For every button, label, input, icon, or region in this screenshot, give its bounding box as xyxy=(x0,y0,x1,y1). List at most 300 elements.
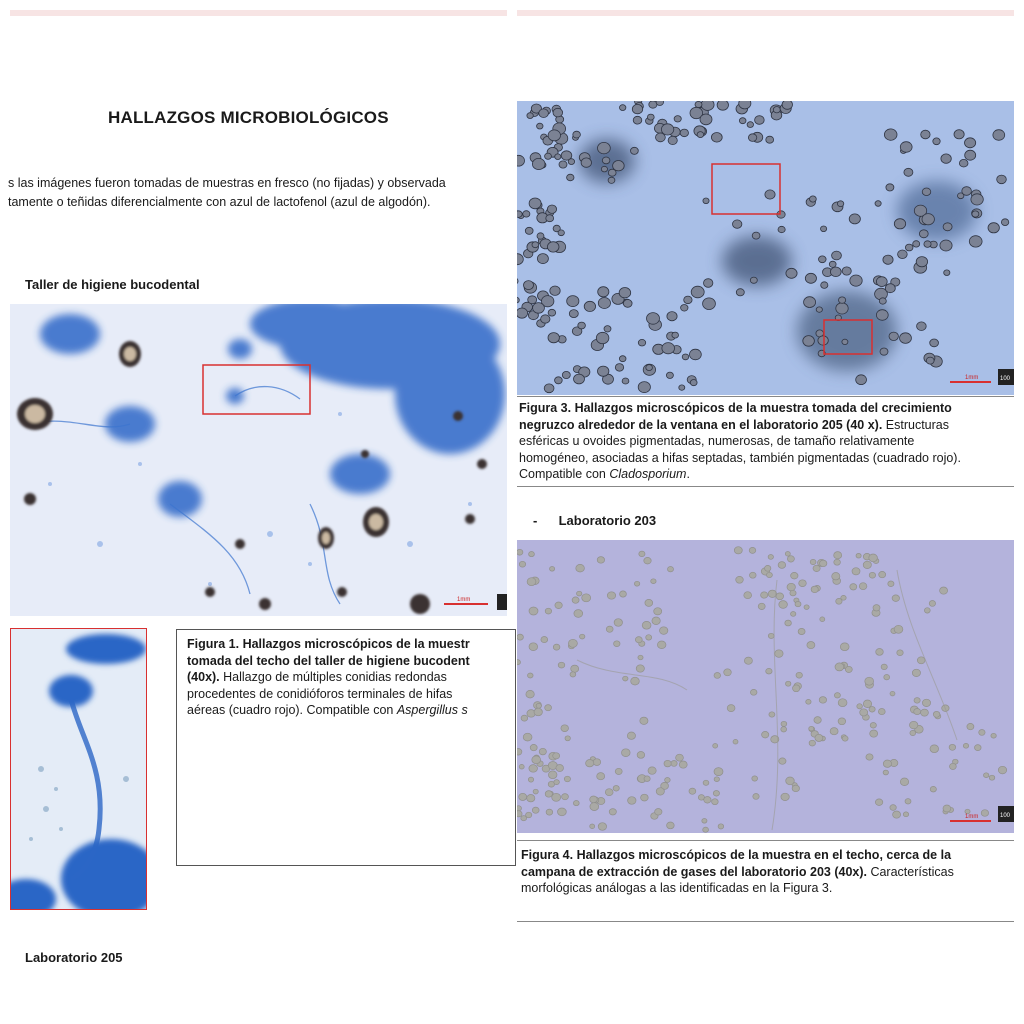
spore xyxy=(639,551,645,557)
spore xyxy=(562,371,570,378)
spore xyxy=(546,809,553,815)
spore xyxy=(703,198,709,204)
spore xyxy=(807,642,815,649)
spore xyxy=(597,773,605,780)
spore xyxy=(733,220,742,228)
spore xyxy=(922,699,930,706)
section-heading-lab203 xyxy=(533,513,656,528)
spore xyxy=(834,693,840,698)
spore xyxy=(940,240,952,251)
spore xyxy=(739,118,746,124)
spore xyxy=(904,168,913,176)
spore xyxy=(979,730,985,736)
spore xyxy=(645,599,653,606)
spore xyxy=(704,279,713,288)
spore xyxy=(598,298,610,309)
spore xyxy=(876,277,887,287)
section-heading-taller: Taller de higiene bucodental xyxy=(25,277,200,292)
spore xyxy=(597,557,604,564)
spore xyxy=(876,649,884,656)
spore xyxy=(885,284,895,293)
spore xyxy=(646,635,652,640)
spore xyxy=(714,768,723,776)
spore xyxy=(717,101,728,110)
spore xyxy=(782,101,792,109)
spore xyxy=(883,760,891,767)
figure-4-caption-label: Figura 4. Hallazgos microscópicos de la muestra en el techo, cerca de la xyxy=(521,848,952,862)
section-heading-lab205: Laboratorio 205 xyxy=(25,950,123,965)
spore xyxy=(620,105,626,111)
spore xyxy=(933,138,940,145)
spore xyxy=(537,123,543,129)
spore xyxy=(517,297,519,303)
spore xyxy=(582,594,591,602)
spore xyxy=(528,777,533,782)
figure-3-caption xyxy=(519,400,1014,483)
spore xyxy=(829,261,836,267)
spore xyxy=(613,786,619,792)
spore xyxy=(849,214,860,224)
spore xyxy=(546,215,554,222)
spore xyxy=(805,273,816,283)
spore xyxy=(841,595,846,600)
spore xyxy=(633,116,642,124)
spore xyxy=(548,333,559,343)
spore xyxy=(776,593,784,600)
spore xyxy=(668,136,677,144)
spore xyxy=(660,627,668,635)
scale-label-fig1: 1mm xyxy=(457,597,471,603)
spore xyxy=(779,601,788,609)
spore xyxy=(944,270,950,276)
spore xyxy=(724,669,732,676)
spore xyxy=(839,297,846,303)
figure-3-caption-line-4: homogéneo, asociadas a hifas septadas, también pigmentadas (cuadrado rojo). xyxy=(519,450,961,465)
spore xyxy=(930,745,939,753)
spore xyxy=(642,621,651,629)
spore xyxy=(644,557,651,564)
spore xyxy=(768,633,774,638)
spore xyxy=(573,801,579,806)
spore xyxy=(863,561,871,568)
spore xyxy=(533,303,545,314)
figure-1-caption xyxy=(176,629,516,866)
spore xyxy=(876,310,888,321)
figure-3-caption-period: . xyxy=(686,467,690,481)
spore xyxy=(900,333,912,344)
spore xyxy=(517,811,522,817)
spore xyxy=(941,154,951,163)
spore xyxy=(761,592,768,598)
spore xyxy=(856,375,867,385)
spore xyxy=(517,749,522,756)
spore xyxy=(919,230,928,238)
spore xyxy=(736,576,744,583)
spore xyxy=(781,721,787,726)
spore xyxy=(644,776,650,782)
spore xyxy=(517,806,522,811)
spore xyxy=(517,308,528,318)
spore xyxy=(890,805,896,811)
spore xyxy=(832,251,842,260)
spore xyxy=(577,591,582,596)
spore xyxy=(638,339,645,346)
spore xyxy=(820,617,825,622)
spore xyxy=(679,761,687,768)
figure-1-zoom-micrograph xyxy=(10,628,147,910)
spore xyxy=(713,791,719,797)
spore xyxy=(747,122,753,128)
spore xyxy=(781,727,787,732)
spore xyxy=(712,799,719,805)
spore xyxy=(859,583,867,590)
spore xyxy=(873,605,880,611)
spore xyxy=(609,809,616,815)
spore xyxy=(766,136,774,143)
spore xyxy=(614,619,622,627)
spore xyxy=(778,226,785,232)
spore xyxy=(775,650,783,658)
intro-paragraph xyxy=(8,174,508,212)
spore xyxy=(753,794,759,800)
spore xyxy=(898,250,908,259)
spore xyxy=(632,104,642,113)
spore xyxy=(884,129,897,140)
spore xyxy=(798,628,805,634)
spore xyxy=(521,715,528,721)
spore xyxy=(690,349,702,360)
spore xyxy=(553,753,560,759)
figure-3-divider-bottom xyxy=(517,486,1014,487)
spore xyxy=(883,770,888,775)
spore xyxy=(815,734,823,741)
spore xyxy=(856,553,861,558)
spore xyxy=(769,712,775,717)
spore xyxy=(819,697,826,704)
spore xyxy=(620,591,627,597)
spore xyxy=(702,819,707,824)
spore xyxy=(567,296,579,307)
spore xyxy=(581,158,591,167)
spore xyxy=(963,743,968,748)
spore xyxy=(940,587,948,594)
spore xyxy=(786,681,791,686)
spore xyxy=(519,793,527,800)
spore xyxy=(892,595,899,602)
spore xyxy=(601,166,607,172)
spore xyxy=(690,380,697,386)
spore xyxy=(615,768,622,774)
spore xyxy=(975,745,982,751)
spore xyxy=(748,134,756,142)
spore xyxy=(622,749,631,757)
spore xyxy=(574,610,583,618)
spore xyxy=(989,775,995,780)
page-top-bar-left xyxy=(10,10,507,16)
spore xyxy=(529,198,541,209)
spore xyxy=(651,579,656,584)
spore xyxy=(562,794,569,800)
spore xyxy=(894,219,905,229)
spore xyxy=(922,214,934,225)
spore xyxy=(734,547,742,554)
spore xyxy=(665,778,671,783)
spore xyxy=(916,257,927,267)
spore xyxy=(820,560,827,567)
spore xyxy=(684,296,692,304)
spore xyxy=(993,130,1005,141)
spore xyxy=(969,236,982,247)
spore xyxy=(526,812,532,818)
spore xyxy=(860,709,868,716)
spore xyxy=(537,254,548,264)
spore xyxy=(781,793,789,800)
spore xyxy=(703,780,709,785)
spore xyxy=(524,281,534,290)
spore xyxy=(655,809,662,816)
spore xyxy=(984,773,989,778)
spore xyxy=(886,184,894,191)
spore xyxy=(590,796,598,803)
spore xyxy=(584,301,595,311)
spore xyxy=(667,312,677,321)
spore xyxy=(809,726,814,731)
spore xyxy=(623,676,628,681)
spore xyxy=(758,603,765,609)
spore xyxy=(578,322,586,329)
spore xyxy=(852,568,860,575)
figure-1-caption-label: Figura 1. Hallazgos microscópicos de la muestr xyxy=(187,637,470,651)
spore xyxy=(736,289,744,296)
spore xyxy=(830,267,841,277)
spore xyxy=(545,705,552,711)
spore xyxy=(703,827,709,832)
spore xyxy=(765,565,771,571)
spore xyxy=(697,132,704,138)
spore xyxy=(556,765,564,772)
spore xyxy=(799,580,807,587)
spore xyxy=(792,785,799,792)
spore xyxy=(791,572,798,579)
spore xyxy=(837,201,843,207)
spore xyxy=(519,561,525,567)
spore xyxy=(545,791,552,798)
spore xyxy=(870,730,878,737)
spore xyxy=(536,703,541,708)
spore xyxy=(869,572,875,578)
spore xyxy=(648,767,656,774)
spore xyxy=(548,771,557,779)
spore xyxy=(842,736,848,741)
spore xyxy=(924,241,931,248)
spore xyxy=(568,159,574,165)
spore xyxy=(627,732,635,739)
spore xyxy=(647,114,654,120)
spore xyxy=(638,655,643,660)
figure-1-caption-line-3: Hallazgo de múltiples conidias redondas xyxy=(219,670,447,684)
spore xyxy=(532,807,539,813)
spore xyxy=(671,761,677,767)
spore xyxy=(517,660,521,665)
spore xyxy=(814,717,821,724)
spore xyxy=(834,552,842,559)
spore xyxy=(762,731,769,738)
spore xyxy=(647,313,660,325)
spore xyxy=(778,562,786,569)
spore xyxy=(695,101,702,107)
spore xyxy=(532,756,541,764)
spore xyxy=(614,641,620,647)
spore xyxy=(637,752,645,759)
spore xyxy=(631,147,639,154)
spore xyxy=(752,232,760,239)
spore xyxy=(519,764,524,769)
spore xyxy=(765,190,775,199)
spore xyxy=(881,664,887,670)
spore xyxy=(523,211,530,217)
spore xyxy=(530,744,537,750)
spore xyxy=(573,131,581,138)
spore xyxy=(972,211,979,217)
spore xyxy=(832,573,840,580)
spore xyxy=(785,620,792,626)
spore xyxy=(532,242,539,248)
spore xyxy=(903,812,908,817)
spore xyxy=(750,277,757,283)
spore xyxy=(548,309,556,316)
spore xyxy=(850,584,857,590)
spore xyxy=(879,298,886,304)
spore xyxy=(786,268,797,278)
spore xyxy=(905,244,913,251)
spore xyxy=(682,354,689,360)
spore xyxy=(998,766,1006,774)
spore xyxy=(654,608,662,615)
spore xyxy=(900,142,912,153)
figure-4-caption-line-2: campana de extracción de gases del laboratorio 203 (40x). xyxy=(521,864,867,879)
spore xyxy=(590,803,599,811)
spore xyxy=(914,698,920,704)
spore xyxy=(845,666,852,672)
figure-3-caption-label: Figura 3. Hallazgos microscópicos de la muestra tomada del crecimiento xyxy=(519,401,952,415)
spore xyxy=(619,356,626,362)
spore xyxy=(537,233,544,239)
spore xyxy=(818,336,828,345)
figure-1-caption-line-4: procedentes de conidióforos terminales de hifas xyxy=(187,686,453,701)
spore xyxy=(602,157,610,164)
spore xyxy=(552,793,561,801)
spore xyxy=(691,286,704,298)
spore xyxy=(959,159,968,167)
spore xyxy=(606,626,613,632)
figure-3-caption-organism: Cladosporium xyxy=(609,467,687,481)
spore xyxy=(880,348,888,355)
spore xyxy=(884,675,890,680)
spore xyxy=(572,597,579,603)
spore xyxy=(656,101,663,106)
spore xyxy=(878,709,885,715)
figure-3-caption-line-5: Compatible con xyxy=(519,467,610,481)
spore xyxy=(541,637,548,643)
spore xyxy=(875,799,882,806)
spore xyxy=(866,754,873,760)
spore xyxy=(869,707,875,713)
spore xyxy=(949,744,956,750)
spore xyxy=(921,709,929,716)
spore xyxy=(838,718,846,725)
spore xyxy=(810,196,817,202)
spore xyxy=(870,723,876,729)
spore xyxy=(766,668,772,674)
spore xyxy=(672,332,679,338)
spore xyxy=(574,374,585,384)
spore xyxy=(539,109,549,118)
spore xyxy=(680,129,688,137)
figure-1-caption-line-2: tomada del techo del taller de higiene bucodent xyxy=(187,653,470,668)
spore xyxy=(749,547,756,553)
figure-1-caption-organism: Aspergillus s xyxy=(396,703,468,717)
page-title: HALLAZGOS MICROBIOLÓGICOS xyxy=(108,108,389,127)
figure-3-caption-line-2: negruzco alrededor de la ventana en el laboratorio 205 (40 x). xyxy=(519,417,883,432)
spore xyxy=(534,708,542,716)
spore xyxy=(555,154,561,160)
spore xyxy=(883,255,893,264)
spore xyxy=(865,677,874,685)
spore xyxy=(640,717,648,724)
spore xyxy=(545,608,551,614)
spore xyxy=(752,776,758,781)
spore xyxy=(913,241,920,247)
spore xyxy=(517,634,523,640)
spore xyxy=(553,108,563,117)
spore xyxy=(704,797,711,804)
spore xyxy=(689,788,696,794)
spore xyxy=(897,650,903,656)
spore xyxy=(580,634,585,639)
spore xyxy=(554,780,560,785)
spore xyxy=(819,256,827,263)
spore xyxy=(791,612,796,617)
spore xyxy=(755,116,765,125)
spore xyxy=(541,315,550,323)
spore xyxy=(571,665,579,672)
spore xyxy=(517,549,523,555)
spore xyxy=(528,673,534,678)
spore xyxy=(786,777,795,785)
spore xyxy=(641,794,649,801)
spore xyxy=(988,223,999,233)
spore xyxy=(527,578,536,586)
spore xyxy=(525,227,533,234)
figure-3-micrograph xyxy=(517,101,1014,395)
spore xyxy=(921,130,930,139)
spore xyxy=(997,175,1007,184)
figure-4-caption-line-3: morfológicas análogas a las identificadas en la Figura 3. xyxy=(521,881,833,895)
spore xyxy=(593,759,601,766)
spore xyxy=(590,824,595,829)
spore xyxy=(809,740,815,746)
spore xyxy=(890,691,895,696)
spore xyxy=(924,608,930,613)
intro-line-2: tamente o teñidas diferencialmente con azul de lactofenol (azul de algodón). xyxy=(8,195,431,209)
spore xyxy=(623,300,632,308)
spore xyxy=(668,567,674,572)
spore xyxy=(900,778,908,786)
spore xyxy=(714,673,721,679)
spore xyxy=(954,130,964,139)
spore xyxy=(821,282,828,289)
spore xyxy=(529,552,535,557)
